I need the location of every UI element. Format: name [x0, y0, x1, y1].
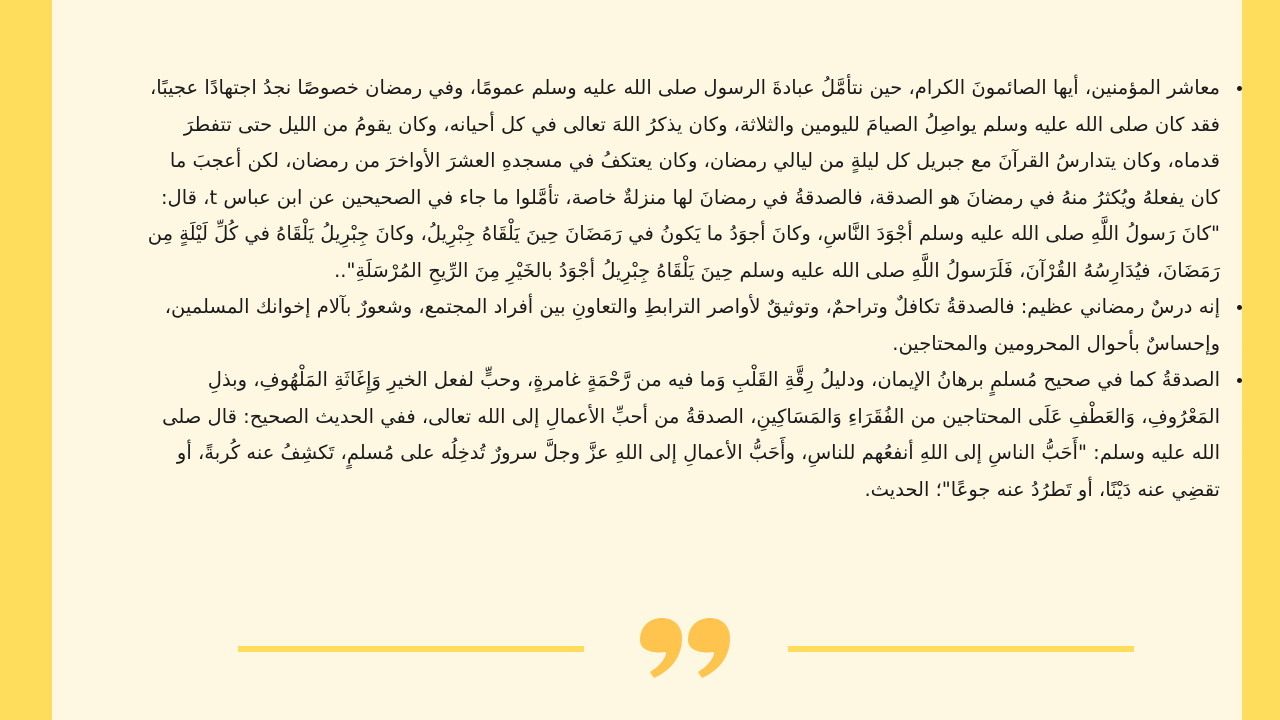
list-item — [138, 289, 1220, 362]
paragraph-text: معاشر المؤمنين، أيها الصائمونَ الكرام، حين نتأمَّلُ عبادةَ الرسول صلى الله عليه وسلم عمومًا، وفي رمضان خصوصًا نجدُ اجتهادًا عجيبًا، فقد كان صلى الله عليه وسلم يواصِلُ الصيامَ لليومين والثلاثة، وكان يذكرُ اللهَ تعالى في كل أحيانه، وكان يقومُ من الليل حتى تتفطرَ قدماه، وكان يتدارسُ القرآنَ مع جبريل كل ليلةٍ من ليالي رمضان، وكان يعتكفُ في مسجدهِ العشرَ الأواخرَ من رمضان، لكن أعجبَ ما كان يفعلهُ ويُكثرُ منهُ في رمضانَ هو الصدقة، فالصدقةُ في رمضانَ لها منزلةٌ خاصة، تأمَّلوا ما جاء في الصحيحين عن ابن عباس t، قال: "كانَ رَسولُ اللَّهِ صلى الله عليه وسلم أجْوَدَ النَّاسِ، وكانَ أجوَدُ ما يَكونُ في رَمَضَانَ حِينَ يَلْقَاهُ جِبْرِيلُ، وكانَ جِبْرِيلُ يَلْقَاهُ في كُلِّ لَيْلَةٍ مِن رَمَضَانَ، فيُدَارِسُهُ القُرْآنَ، فَلَرَسولُ اللَّهِ صلى الله عليه وسلم حِينَ يَلْقَاهُ جِبْرِيلُ أجْوَدُ بالخَيْرِ مِنَ الرِّيحِ المُرْسَلَةِ".. — [147, 76, 1220, 282]
paragraph-text: الصدقةُ كما في صحيح مُسلمٍ برهانُ الإيمان، ودليلُ رِقَّةِ القَلْبِ وَما فيه من رَّحْمَةٍ غامرةٍ، وحبٍّ لفعل الخيرِ وَإِغَاثَةِ المَلْهُوفِ، وبذلِ المَعْرُوفِ، وَالعَطْفِ عَلَى المحتاجين من الفُقَرَاءِ وَالمَسَاكِينِ، الصدقةُ من أحبِّ الأعمالِ إلى الله تعالى، ففي الحديث الصحيح: قال صلى الله عليه وسلم: "أَحَبُّ الناسِ إلى اللهِ أنفعُهم للناسِ، وأَحَبُّ الأعمالِ إلى اللهِ عزَّ وجلَّ سرورٌ تُدخِلُه على مُسلمٍ، تَكشِفُ عنه كُربةً، أو تقضِي عنه دَيْنًا، أو تَطرُدُ عنه جوعًا"؛ الحديث. — [162, 368, 1220, 501]
left-divider — [238, 646, 584, 652]
bullet-icon — [1237, 86, 1242, 91]
right-divider — [788, 646, 1134, 652]
bullet-list — [138, 70, 1220, 508]
list-item — [138, 362, 1220, 508]
paragraph-text: إنه درسٌ رمضاني عظيم: فالصدقةُ تكافلٌ وتراحمٌ، وتوثيقٌ لأواصر الترابطِ والتعاونِ بين أفراد المجتمع، وشعورٌ بآلام إخوانك المسلمين، وإحساسٌ بأحوال المحرومين والمحتاجين. — [164, 295, 1220, 355]
list-item — [138, 70, 1220, 289]
article-body — [138, 70, 1220, 508]
bullet-icon — [1237, 378, 1242, 383]
closing-quote-icon — [636, 612, 732, 682]
bullet-icon — [1237, 305, 1242, 310]
